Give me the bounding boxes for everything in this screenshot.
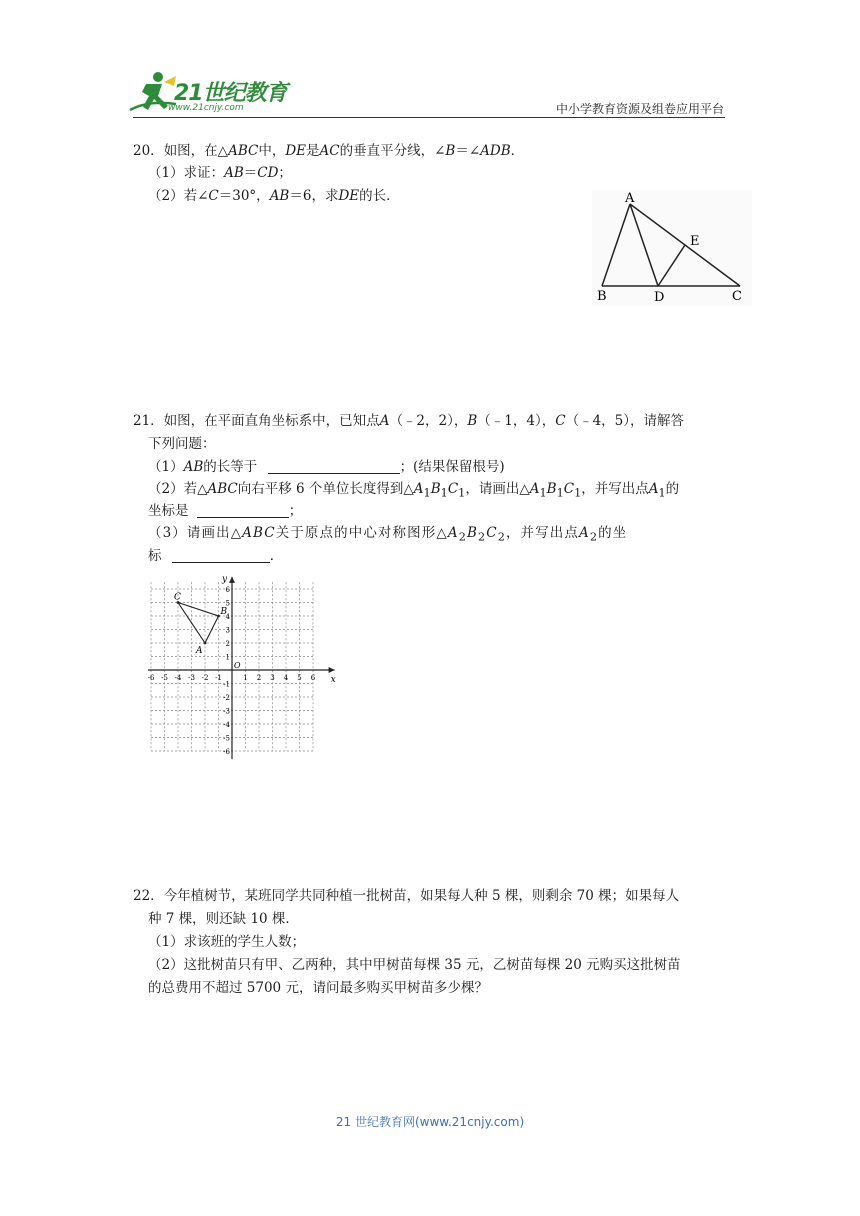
q20-stem: 20．如图，在△ABC中，DE是AC的垂直平分线，∠B＝∠ADB．	[133, 143, 525, 159]
q22-part2: （2）这批树苗只有甲、乙两种，其中甲树苗每棵 35 元，乙树苗每棵 20 元购买这批树苗	[148, 957, 681, 973]
answer-blank-ab-length[interactable]	[268, 459, 400, 474]
answer-blank-a2-coord[interactable]	[172, 548, 270, 563]
y-axis-label: y	[222, 575, 228, 585]
logo-title: 21世纪教育	[174, 81, 287, 106]
triangle-abc	[178, 603, 219, 644]
q22-part1: （1）求该班的学生人数；	[148, 934, 306, 950]
footer-link[interactable]: 21 世纪教育网(www.21cnjy.com)	[335, 1115, 525, 1129]
x-axis-label: x	[330, 675, 336, 685]
q21-part1: （1）AB的长等于 ；(结果保留根号)	[148, 459, 505, 475]
y-tick-label: 4	[225, 613, 230, 621]
y-tick-label: 5	[225, 599, 230, 608]
q21-number: 21．	[133, 413, 164, 429]
label-c: C	[732, 289, 742, 304]
x-tick-label: -2	[201, 674, 209, 682]
x-tick-label: 4	[283, 674, 289, 682]
q21-part3: （3）请画出△ABC关于原点的中心对称图形$\triangle A_2B_2C_2$，并写出点$A_2$的坐	[148, 525, 628, 544]
x-tick-label: -6	[148, 674, 155, 682]
y-tick-label: -1	[223, 680, 230, 689]
y-tick-label: -4	[223, 721, 230, 729]
q22-stem: 22．今年植树节，某班同学共同种植一批树苗，如果每人种 5 棵，则剩余 70 棵；如果每人	[133, 888, 680, 904]
q21-stem: 21．如图，在平面直角坐标系中，已知点A（﹣2，2），B（﹣1，4），C（﹣4，5），请解答	[133, 413, 685, 429]
y-tick-label: 2	[225, 640, 230, 648]
q21-coordinate-grid	[148, 575, 348, 765]
x-axis-arrow-icon	[329, 667, 335, 673]
q22-number: 22．	[133, 888, 164, 904]
y-axis-arrow-icon	[229, 577, 235, 583]
y-tick-label: -3	[223, 707, 230, 716]
x-tick-label: 2	[256, 674, 262, 682]
q20-number: 20．	[133, 143, 164, 159]
q21-part2-line2: 坐标是 ；	[148, 503, 303, 519]
header-logo	[128, 70, 298, 116]
y-tick-label: 3	[225, 626, 230, 635]
x-tick-label: -1	[215, 674, 222, 682]
x-tick-label: 1	[243, 674, 248, 682]
q21-part2: （2）若△ABC向右平移 6 个单位长度得到$\triangle A_1B_1C_1$，请画出$\triangle A_1B_1C_1$，并写出点$A_1$的	[148, 481, 680, 500]
point-label-a: A	[196, 646, 203, 656]
label-a: A	[625, 191, 635, 206]
y-tick-label: -2	[223, 694, 230, 702]
platform-title: 中小学教育资源及组卷应用平台	[555, 102, 724, 116]
x-tick-label: 3	[270, 674, 275, 682]
x-tick-label: 6	[310, 674, 316, 682]
q22-stem-line2: 种 7 棵，则还缺 10 棵．	[148, 911, 299, 927]
point-label-c: C	[174, 592, 181, 603]
y-tick-label: 6	[225, 586, 230, 594]
q21-stem-line2: 下列问题：	[148, 436, 216, 452]
header-divider	[133, 117, 725, 118]
y-tick-label: -6	[223, 748, 230, 756]
point-a	[204, 642, 207, 645]
label-e: E	[690, 234, 700, 249]
x-tick-label: -3	[188, 674, 195, 682]
label-b: B	[597, 289, 607, 304]
label-d: D	[654, 290, 665, 305]
y-tick-label: -5	[223, 734, 230, 743]
q20-triangle-figure	[592, 190, 752, 305]
origin-label: O	[234, 661, 241, 670]
figure-background	[592, 190, 752, 305]
x-tick-label: -4	[174, 674, 182, 682]
point-label-b: B	[220, 607, 228, 617]
q22-part2-line2: 的总费用不超过 5700 元，请问最多购买甲树苗多少棵？	[148, 980, 488, 996]
logo-url: www.21cnjy.com	[168, 103, 244, 113]
answer-blank-a1-coord[interactable]	[197, 503, 289, 518]
q20-part1: （1）求证：AB＝CD；	[148, 165, 292, 181]
q21-part3-line2: 标 ．	[148, 548, 284, 564]
x-tick-label: 5	[297, 674, 302, 682]
x-tick-label: -5	[161, 674, 168, 682]
q20-part2: （2）若∠C＝30°，AB＝6，求DE的长．	[148, 188, 400, 204]
point-b	[217, 615, 220, 618]
y-tick-label: 1	[225, 653, 230, 662]
